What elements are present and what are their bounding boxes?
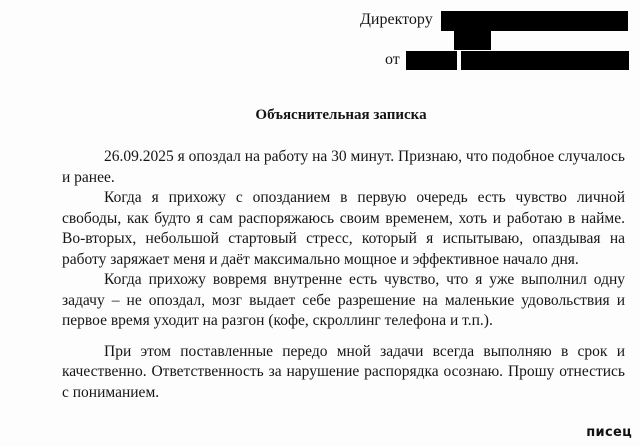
document-title: Объяснительная записка bbox=[255, 107, 427, 123]
paragraph-1: 26.09.2025 я опоздал на работу на 30 минут. Признаю, что подобное случалось и ранее. bbox=[62, 148, 625, 186]
redacted-sender-name-part1 bbox=[406, 51, 457, 70]
paragraph-2: Когда я прихожу с опозданием в первую очередь есть чувство личной свободы, как будто я сам распоряжаюсь своим временем, хоть и работаю в найме. Во-вторых, небольшой стартовый стресс, который я испытываю, опаздывая на работу заряжает меня и даёт максимально мощное и эффективное начало дня. bbox=[62, 189, 625, 268]
redacted-director-name bbox=[441, 11, 628, 31]
paragraph-3: Когда прихожу вовремя внутренне есть чувство, что я уже выполнил одну задачу – не опоздал, мозг выдает себе разрешение на маленькие удовольствия и первое время уходит на разгон (кофе, скроллинг телефона и т.п.). bbox=[62, 271, 625, 329]
redacted-director-name-line2 bbox=[454, 31, 491, 50]
addressee-from-label: от bbox=[385, 51, 400, 68]
addressee-director-label: Директору bbox=[360, 11, 433, 28]
document-body bbox=[62, 147, 625, 403]
redacted-sender-name-part2 bbox=[461, 51, 629, 70]
watermark-logo: писец bbox=[586, 425, 632, 440]
paragraph-4: При этом поставленные передо мной задачи всегда выполняю в срок и качественно. Ответственность за нарушение распорядка осознаю. Прошу отнестись с пониманием. bbox=[62, 342, 625, 401]
